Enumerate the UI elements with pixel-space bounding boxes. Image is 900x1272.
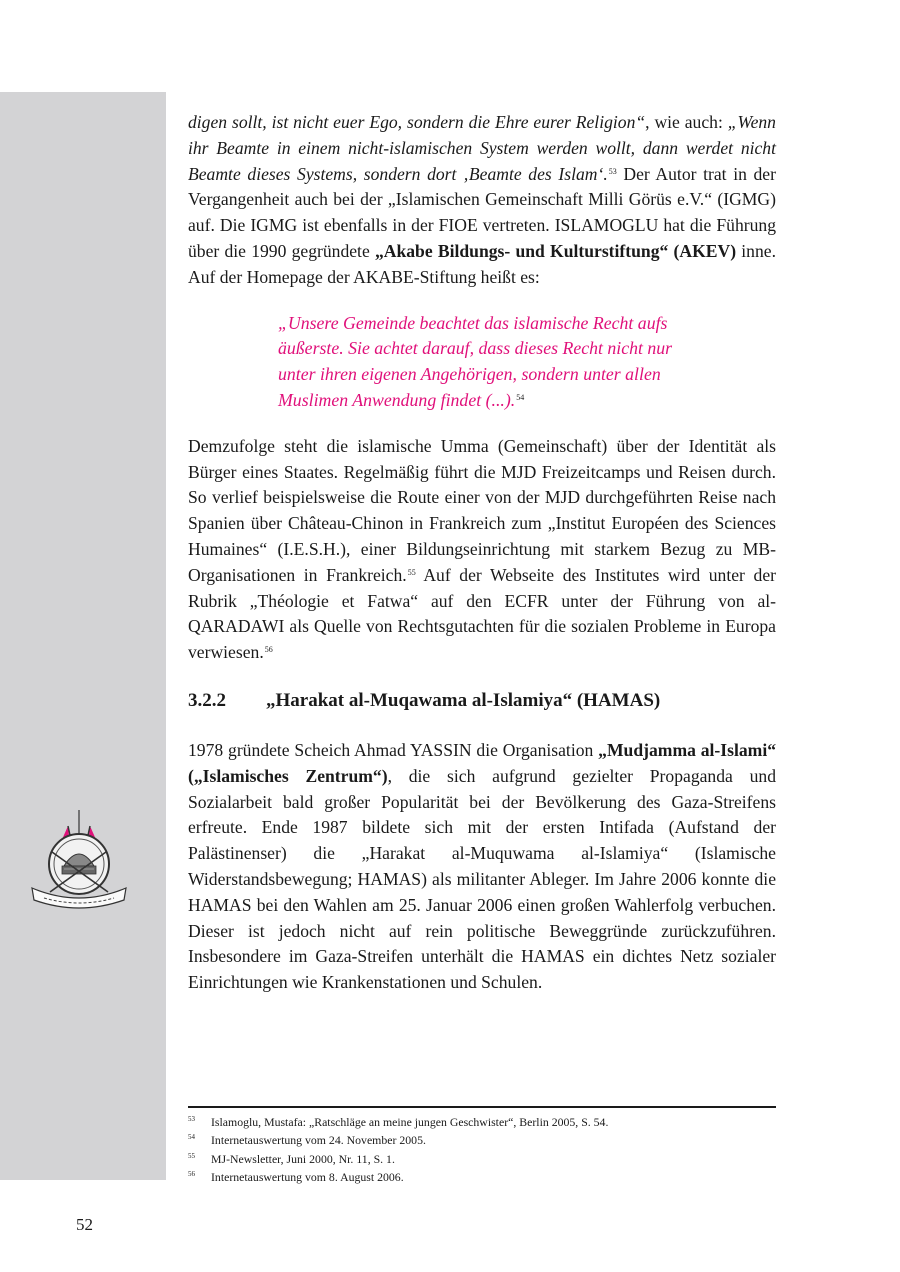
footnote-item [188, 1113, 776, 1131]
footnote-number: 56 [188, 1169, 195, 1178]
bold-term: „Mudjamma al-Islami“ („Islamisches Zentrum“) [188, 739, 776, 786]
main-text [188, 110, 776, 996]
footnote-ref[interactable]: 54 [516, 392, 525, 402]
text-run: Demzufolge steht die islamische Umma (Gemeinschaft) über der Identität als Bürger eines Staates. Regelmäßig führt die MJD Freizeitcamps und Reisen durch. So verlief beispielsweise die Route einer von der MJD durchgeführten Reise nach Spanien über Château-Chinon in Frankreich zum „Institut Européen des Sciences Humaines“ (I.E.S.H.), einer Bildungseinrichtung mit starkem Bezug zu MB-Organisationen in Frankreich. [188, 435, 776, 585]
quote-text: „Unsere Gemeinde beachtet das islamische Recht aufs äußerste. Sie achtet darauf, dass dieses Recht nicht nur unter ihren eigenen Angehörigen, sondern unter allen Muslimen Anwendung findet (...). [278, 312, 673, 410]
bold-term: „Akabe Bildungs- und Kulturstiftung“ (AKEV) [374, 240, 737, 261]
footnote-text: MJ-Newsletter, Juni 2000, Nr. 11, S. 1. [211, 1151, 395, 1166]
footnote-number: 53 [188, 1115, 195, 1123]
section-number: 3.2.2 [188, 689, 226, 711]
footnote-item [188, 1150, 776, 1168]
footnote-item [188, 1168, 776, 1186]
text-run: inne. Auf der Homepage der AKABE-Stiftung heißt es: [188, 240, 776, 287]
footnote-item [188, 1131, 776, 1149]
paragraph-intro [188, 110, 776, 291]
text-run: , wie auch: [645, 112, 728, 132]
footnote-text: Internetauswertung vom 24. November 2005. [211, 1133, 426, 1148]
footnote-ref[interactable]: 55 [407, 567, 416, 577]
footnote-number: 55 [188, 1151, 195, 1160]
paragraph-umma [188, 434, 776, 666]
page-number: 52 [76, 1215, 93, 1234]
text-run: , die sich aufgrund gezielter Propaganda und Sozialarbeit bald großer Popularität bei der Bevölkerung des Gaza-Streifens erfreute. Ende 1987 bildete sich mit der ersten Intifada (Aufstand der Palästinenser) die „Harakat al-Muquwama al-Islamiya“ (Islamische Widerstandsbewegung; HAMAS) als militanter Ableger. Im Jahre 2006 konnte die HAMAS bei den Wahlen am 25. Januar 2006 einen großen Wahlerfolg verbuchen. Dieser ist jedoch nicht auf rein politische Beweggründe zurückzuführen. Insbesondere im Gaza-Streifen unterhält die HAMAS ein dichtes Netz sozialer Einrichtungen wie Krankenstationen und Schulen. [188, 765, 777, 993]
footnotes [188, 1106, 776, 1186]
footnote-ref[interactable]: 56 [264, 645, 273, 655]
footnote-text: Islamoglu, Mustafa: „Ratschläge an meine jungen Geschwister“, Berlin 2005, S. 54. [211, 1115, 609, 1129]
paragraph-hamas [188, 738, 776, 996]
sidebar-margin [0, 92, 166, 1180]
footnote-text: Internetauswertung vom 8. August 2006. [211, 1169, 404, 1184]
text-run: Der Autor trat in der Vergangenheit auch bei der „Islamischen Gemeinschaft Milli Görüs e.V.“ (IGMG) auf. Die IGMG ist ebenfalls in der FIOE vertreten. ISLAMOGLU hat die Führung über die 1990 gegründete [188, 163, 776, 261]
hamas-emblem-icon [24, 806, 134, 910]
section-heading [188, 688, 776, 714]
block-quote [278, 311, 686, 414]
section-title: „Harakat al-Muqawama al-Islamiya“ (HAMAS) [266, 689, 661, 711]
footnote-number: 54 [188, 1133, 195, 1142]
text-run: Auf der Webseite des Institutes wird unter der Rubrik „Théologie et Fatwa“ auf den ECFR unter der Führung von al-QARADAWI als Quelle von Rechtsgutachten für die sozialen Probleme in Europa verwiesen. [188, 564, 776, 663]
italic-quote: „Wenn ihr Beamte in einem nicht-islamischen System werden wollt, dann werdet nicht Beamte dieses Systems, sondern dort ‚Beamte des Islam‘. [188, 112, 776, 184]
footnote-ref[interactable]: 53 [608, 166, 617, 176]
text-run: 1978 gründete Scheich Ahmad YASSIN die Organisation [188, 739, 599, 760]
italic-text: digen sollt, ist nicht euer Ego, sondern die Ehre eurer Religion“ [188, 112, 646, 132]
